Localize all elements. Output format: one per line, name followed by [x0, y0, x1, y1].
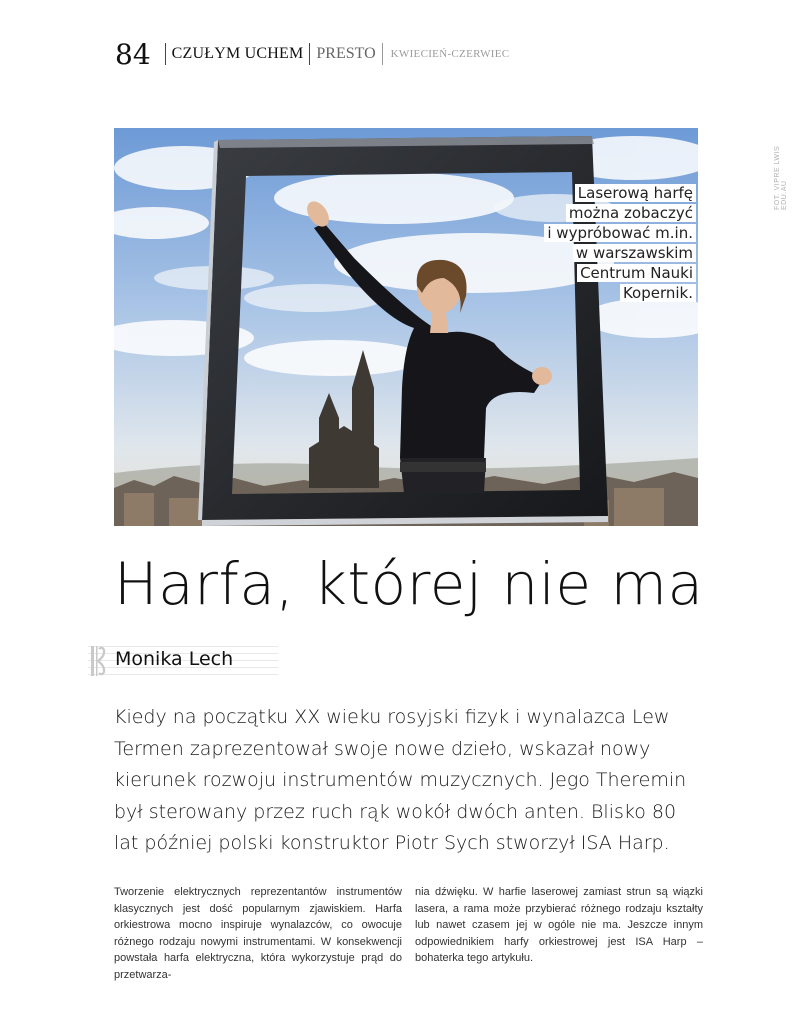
caption-line: Kopernik.: [620, 284, 696, 302]
page-number: 84: [115, 37, 151, 71]
article-lead: Kiedy na początku XX wieku rosyjski fizyk i wynalazca Lew Termen zaprezentował swoje nowe dzieło, wskazał nowy kierunek rozwoju instrumentów muzycznych. Jego Theremin był sterowany przez ruch rąk wokół dwóch anten. Blisko 80 lat później polski konstruktor Piotr Sych stworzył ISA Harp.: [114, 706, 687, 854]
photo-caption: [544, 184, 696, 304]
caption-line: i wypróbować m.in.: [544, 224, 696, 242]
issue-date: KWIECIEŃ-CZERWIEC: [390, 48, 510, 60]
body-column-1: Tworzenie elektrycznych reprezentantów instrumentów klasycznych jest dość popularnym zjawiskiem. Harfa orkiestrowa mocno inspiruje wynalazców, co owocuje różnego rodzaju nowymi instrumentami. W konsekwencji powstała harfa elektryczna, która wykorzystuje prąd do przetwarza-: [114, 886, 402, 981]
caption-line: Centrum Nauki: [577, 264, 696, 282]
page-header: [115, 34, 509, 74]
author-name: Monika Lech: [115, 648, 234, 670]
header-divider: [165, 43, 166, 65]
section-name: CZUŁYM UCHEM: [171, 45, 304, 62]
caption-line: Laserową harfę: [575, 184, 696, 202]
magazine-name: PRESTO: [316, 45, 376, 62]
header-divider: [382, 43, 383, 65]
photo-credit: FOT. VIPRE LWIS EDU.AU: [774, 145, 788, 210]
header-divider: [309, 43, 310, 65]
caption-line: w warszawskim: [573, 244, 696, 262]
author-byline: [88, 642, 278, 676]
article-title: Harfa, której nie ma: [114, 550, 704, 618]
body-column-2: nia dźwięku. W harfie laserowej zamiast strun są wiązki lasera, a rama może przybierać różnego rodzaju kształty lub nawet czasem jej w ogóle nie ma. Jeszcze innym odpowiednikiem harfy orkiestrowej jest ISA Harp – bohaterka tego artykułu.: [415, 886, 703, 964]
alto-clef-icon: [89, 644, 109, 678]
caption-line: można zobaczyć: [566, 204, 696, 222]
